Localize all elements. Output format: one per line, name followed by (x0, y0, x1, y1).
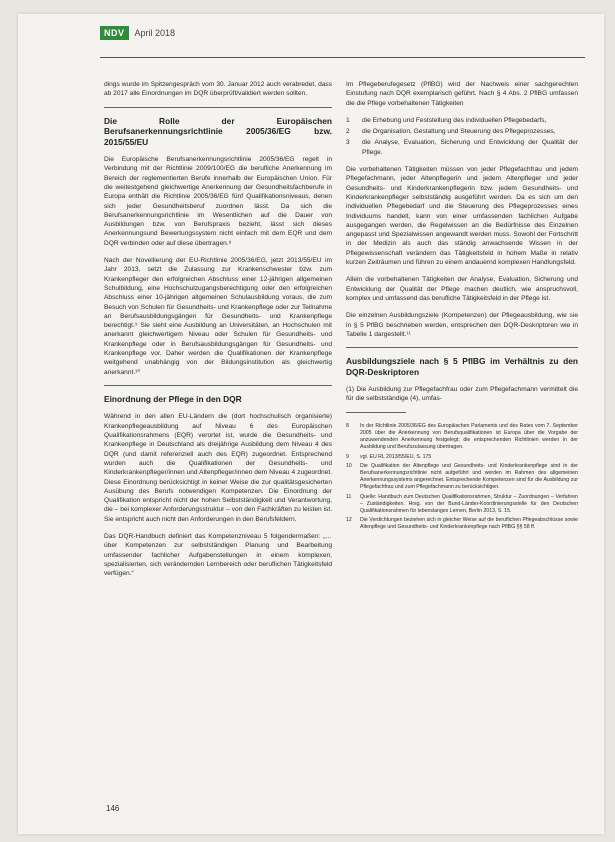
left-column (104, 80, 332, 586)
section-heading: Einordnung der Pflege in den DQR (104, 393, 242, 404)
footnote: 12 Die Verdichtungen beziehen sich in gleicher Weise auf die beruflichen Pflegeabschlüsse sowie Altenpflege und Gesundheits- und Kinderkrankenpflege nach PflBG §§ 58 ff. (346, 517, 578, 531)
paragraph: dings wurde im Spitzengespräch vom 30. Januar 2012 auch verabredet, dass ab 2017 alle Einordnungen im DQR überprüft/validiert werden sollten. (104, 81, 332, 98)
page-header (100, 26, 175, 40)
page-number: 146 (106, 804, 120, 813)
footnote: 10 Die Qualifikation der Altenpflege und Gesundheits- und Kinderkrankenpflege sind in der Berufsanerkennungsrichtlinie nicht aufgeführt und werden im Rahmen des allgemeinen Anerkennungssystems angerechnet. Entsprechende Kompetenzen sind für die Ausbildung zur Pflegefachfrau und zum Pflegefachmann zu berücksichtigen. (346, 462, 578, 491)
paragraph: Nach der Novellierung der EU-Richtlinie 2005/36/EG, jetzt 2013/55/EU im Jahr 2013, setzt die Zulassung zur Krankenschwester bzw. zum Krankenpfleger den erfolgreichen Abschluss einer 12-jährigen allgemeinen Schulbildung, eine Hochschulzugangsberechtigung oder den erfolgreichen Abschluss einer 10-jährigen allgemeinen Schulausbildung voraus, die zum Besuch von Schulen für Gesundheits- und Krankenpflege oder zur Teilnahme an Berufsausbildungsgängen für Gesundheits- und Krankenpflege berechtigt.⁹ Sie sieht eine Ausbildung an Universitäten, an Hochschulen mit anerkannt gleichwertigem Niveau oder Schulen für Gesundheits- und Krankenpflege oder in Berufsausbildungsgängen für Gesundheits- und Krankenpflege vor. Daher werden die Qualifikationen der Krankenpflege weitgehend unabhängig von der Bildungsinstitution als gleichwertig anerkannt.¹⁰ (104, 257, 332, 376)
right-column (346, 80, 578, 534)
list-item: 3 die Analyse, Evaluation, Sicherung und Entwicklung der Qualität der Pflege. (346, 139, 578, 156)
paragraph: Die Europäische Berufsanerkennungsrichtlinie 2005/36/EG regelt in Verbindung mit der Richtlinie 2009/100/EG die berufliche Anerkennung im Bereich der reglementierten Berufe innerhalb der Europäischen Union. Für die weitestgehend gleichwertige Anerkennung der Gesundheitsfachberufe in Europa enthält die Richtlinie 2005/36/EG fünf Qualifikationsniveaus, denen sich jeder Gesundheitsberuf zuordnen lässt. Da sich die Berufsanerkennungsrichtlinie im Wesentlichen auf die Dauer von Ausbildungen bzw. von Berufspraxis bezieht, lässt sich dieses Anerkennungsund Bewertungssystem nicht einfach mit dem EQR und dem DQR verbinden oder auf diese übertragen.⁸ (104, 156, 332, 247)
paragraph: Im Pflegeberufegesetz (PflBG) wird der Nachweis einer sachgerechten Einstufung nach DQR exemplarisch geführt. Nach § 4 Abs. 2 PflBG umfassen die die Pflege vorbehaltenen Tätigkeiten (346, 81, 578, 107)
ndv-logo: NDV (100, 26, 129, 40)
footnote: 11 Quelle: Handbuch zum Deutschen Qualifikationsrahmen, Struktur – Zuordnungen – Verfahren – Zuständigkeiten. Hrsg. von der Bund-Länder-Koordinierungsstelle für den Deutschen Qualifikationsrahmen für lebenslanges Lernen, Berlin 2013, S. 15. (346, 493, 578, 514)
footnotes (346, 423, 578, 532)
section-rule (346, 347, 578, 348)
paragraph: Das DQR-Handbuch definiert das Kompetenzniveau 5 folgendermaßen: „… über Kompetenzen zur selbstständigen Planung und Bearbeitung umfassender fachlicher Aufgabenstellungen in einem komplexen, spezialisierten, sich verändernden Lernbereich oder beruflichen Tätigkeitsfeld verfügen.“ (104, 532, 332, 578)
list-item: 1 die Erhebung und Feststellung des individuellen Pflegebedarfs, (346, 116, 547, 124)
section-rule (104, 385, 332, 386)
section-heading: Die Rolle der Europäischen Berufsanerkennungsrichtlinie 2005/36/EG bzw. 2015/55/EU (104, 115, 332, 147)
footnote-rule (346, 412, 406, 413)
paragraph: Die einzelnen Ausbildungsziele (Kompetenzen) der Pflegeausbildung, wie sie in § 5 PflBG beschrieben werden, entsprechen den DQR-Deskriptoren wie in Tabelle 1 dargestellt.¹¹ (346, 312, 578, 338)
footnote: 8 In der Richtlinie 2005/36/EG des Europäischen Parlaments und des Rates vom 7. September 2005 über die Anerkennung von Berufsqualifikationen ist Europa über die Vorgabe der anzuwendenden Anerkennung festgelegt; die entsprechenden Richtlinien werden in der Ausbildung und Berufszulassung übertragen. (346, 422, 578, 451)
issue-date: April 2018 (134, 28, 176, 38)
paragraph: (1) Die Ausbildung zur Pflegefachfrau oder zum Pflegefachmann vermittelt die für die selbstständige (4), umfas- (346, 386, 578, 403)
task-list (346, 116, 578, 157)
paragraph: Allein die vorbehaltenen Tätigkeiten der Analyse, Evaluation, Sicherung und Entwicklung der Qualität der Pflege machen deutlich, wie anspruchsvoll, komplex und umfassend das berufliche Tätigkeitsfeld in der Pflege ist. (346, 276, 578, 302)
footnote: 9 vgl. EU RL 2013/55/EU, S. 175 (346, 453, 432, 460)
list-item: 2 die Organisation, Gestaltung und Steuerung des Pflegeprozesses, (346, 128, 556, 136)
section-heading: Ausbildungsziele nach § 5 PflBG im Verhältnis zu den DQR-Deskriptoren (346, 356, 578, 377)
paragraph: Die vorbehaltenen Tätigkeiten müssen von jeder Pflegefachfrau und jedem Pflegefachmann, jeder Altenpflegerin und jedem Altenpfleger und jeder Gesundheits- und Kinderkrankenpflegerin bzw. jedem Gesundheits- und Kinderkrankenpfleger selbstständig ausgeführt werden. Da es sich um den individuellen Pflegebedarf und die Steuerung des Pflegeprozesses eines Individuums handelt, kann von einer umfassenden fachlichen Aufgabe ausgegangen werden, die Regelwissen an die Bedürfnisse des Einzelnen angepasst und Spezialwissen angewandt werden muss. Sowohl der Fortschritt in der Medizin als auch das ständig anwachsende Wissen in der Pflegewissenschaft verändern das Tätigkeitsfeld in hohem Maße in relativ kurzen Zeiträumen und führen zu einem andauernd komplexen Handlungsfeld. (346, 166, 578, 267)
section-rule (104, 107, 332, 108)
header-rule (100, 57, 585, 58)
paragraph: Während in den allen EU-Ländern die (dort hochschulisch organisierte) Krankenpflegeausbildung auf Niveau 6 des Europäischen Qualifikationsrahmens (EQR) verortet ist, wurde die Gesundheits- und Krankenpflege in Deutschland als dreijährige Ausbildung dem Niveau 4 des DQR (und damit referenziell auch des EQR) zugeordnet. Entsprechend wurden auch die Qualifikationen der Gesundheits- und Kinderkrankenpfleger/innen und Altenpfleger/innen dem Niveau 4 zugeordnet. Diese Einordnung berücksichtigt in keiner Weise die zur qualitätsgesicherten Ausübung des Berufs notwendigen Kompetenzen. Die Einordnung der Qualifikation entspricht nicht der hohen Selbstständigkeit und Verantwortung, die – bei komplexer Anforderungsstruktur – von den Fachkräften zu leisten ist. Sie entspricht auch nicht den Anforderungen in den Berufsfeldern. (104, 413, 332, 523)
